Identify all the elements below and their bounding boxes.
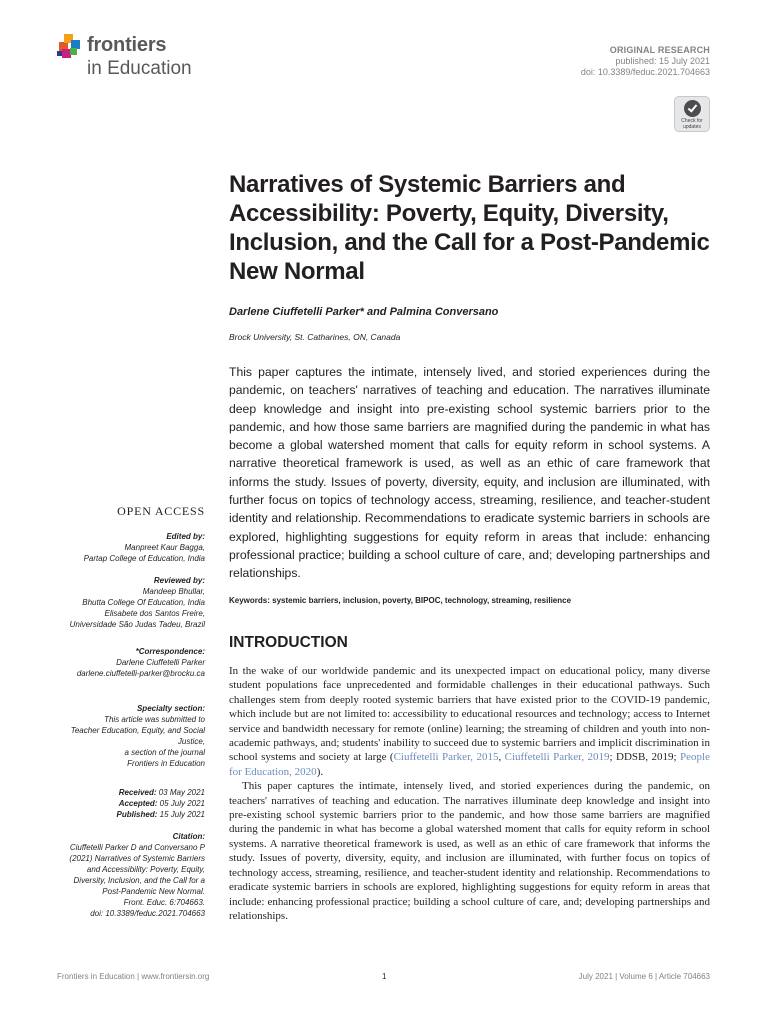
editor-affiliation: Partap College of Education, India: [83, 554, 205, 563]
separator: ; DDSB, 2019;: [609, 751, 681, 764]
specialty-line: Teacher Education, Equity, and Social: [70, 726, 205, 735]
published-date: published: 15 July 2021: [615, 56, 710, 66]
footer-issue-info: July 2021 | Volume 6 | Article 704663: [578, 972, 710, 981]
reviewer-affiliation: Bhutta College Of Education, India: [82, 598, 205, 607]
reviewed-by-heading: Reviewed by:: [153, 576, 205, 585]
specialty-line: Justice,: [177, 737, 205, 746]
page-number: 1: [382, 972, 387, 981]
check-icon: [684, 100, 701, 117]
reviewer-affiliation: Universidade São Judas Tadeu, Brazil: [69, 620, 205, 629]
journal-name-secondary: in Education: [87, 58, 192, 79]
citation-line: Post-Pandemic New Normal.: [102, 887, 205, 896]
correspondence-heading: *Correspondence:: [135, 647, 205, 656]
edited-by-heading: Edited by:: [166, 532, 205, 541]
section-heading-introduction: INTRODUCTION: [229, 634, 348, 651]
introduction-body: [229, 664, 710, 923]
citation-line: and Accessibility: Poverty, Equity,: [86, 865, 205, 874]
published-value: 15 July 2021: [159, 810, 205, 819]
separator: ,: [498, 751, 505, 764]
correspondence-email[interactable]: darlene.ciuffetelli-parker@brocku.ca: [76, 669, 205, 678]
reviewer-name: Mandeep Bhullar,: [142, 587, 205, 596]
specialty-heading: Specialty section:: [136, 704, 205, 713]
paragraph: This paper captures the intimate, intensely lived, and storied experiences during the pandemic, on teachers' narratives of teaching and education. The narratives illuminate deep knowledge and insight into pre-existing school systemic barriers prior to the pandemic, and how those same barriers are magnified during the pandemic in what has become a global watershed moment that calls for equity reform in school systems. A narrative theoretical framework is used, as well as an ethic of care framework that informs the study. Issues of poverty, diversity, equity, and inclusion are illuminated, with further focus on topics of technology access, streaming, resilience, and teacher-student identity and relationship. Recommendations to eradicate systemic barriers in schools are explored, highlighting suggestions for equity reform in areas that include: enhancing professional practice; building a school culture of care, and; developing partnerships and relationships.: [229, 780, 710, 922]
article-type: ORIGINAL RESEARCH: [609, 45, 710, 55]
specialty-line: Frontiers in Education: [127, 759, 205, 768]
doi-link[interactable]: doi: 10.3389/feduc.2021.704663: [580, 67, 710, 77]
specialty-section-block: [35, 703, 205, 769]
separator: ).: [316, 765, 324, 778]
specialty-line: a section of the journal: [124, 748, 205, 757]
edited-by-block: [35, 531, 205, 564]
citation-line: Diversity, Inclusion, and the Call for a: [73, 876, 205, 885]
received-heading: Received:: [118, 788, 157, 797]
paragraph: [229, 664, 710, 779]
citation-line: Front. Educ. 6:704663.: [123, 898, 205, 907]
reviewer-name: Elisabete dos Santos Freire,: [104, 609, 205, 618]
received-date: [35, 787, 205, 798]
accepted-heading: Accepted:: [118, 799, 158, 808]
citation-link[interactable]: People for Education, 2020: [229, 751, 710, 778]
citation-doi[interactable]: doi: 10.3389/feduc.2021.704663: [90, 909, 205, 918]
correspondence-name: Darlene Ciuffetelli Parker: [116, 658, 205, 667]
published-date-side: [35, 809, 205, 820]
journal-logo[interactable]: [57, 32, 207, 82]
accepted-date: [35, 798, 205, 809]
abstract: This paper captures the intimate, intensely lived, and storied experiences during the pandemic, on teachers' narratives of teaching and education. The narratives illuminate deep knowledge and insight into pre-existing school systemic barriers prior to the pandemic, and how those same barriers are magnified during the pandemic in what has become a global watershed moment that calls for equity reform in school systems. A narrative theoretical framework is used, as well as an ethic of care framework that informs the study. Issues of poverty, diversity, equity, and inclusion are illuminated, with further focus on topics of technology access, streaming, resilience, and teacher-student identity and relationship. Recommendations to eradicate systemic barriers in schools are explored, highlighting suggestions for equity reform in areas that include: enhancing professional practice; building a school culture of care, and; developing partnerships and relationships.: [229, 365, 710, 581]
citation-block: [35, 831, 205, 919]
journal-name-primary: frontiers: [87, 34, 167, 56]
received-value: 03 May 2021: [158, 788, 205, 797]
citation-line: (2021) Narratives of Systemic Barriers: [69, 854, 205, 863]
editor-name: Manpreet Kaur Bagga,: [124, 543, 205, 552]
check-for-updates-button[interactable]: [674, 96, 710, 132]
affiliation: Brock University, St. Catharines, ON, Canada: [229, 332, 401, 342]
check-for-updates-label: Check for updates: [681, 118, 703, 130]
frontiers-logo-icon: [57, 32, 83, 62]
citation-link[interactable]: Ciuffetelli Parker, 2015: [393, 751, 499, 764]
citation-line: Ciuffetelli Parker D and Conversano P: [69, 843, 205, 852]
citation-link[interactable]: Ciuffetelli Parker, 2019: [504, 751, 610, 764]
dates-block: [35, 787, 205, 820]
footer-journal-link[interactable]: Frontiers in Education | www.frontiersin.org: [57, 972, 210, 981]
article-title: Narratives of Systemic Barriers and Accessibility: Poverty, Equity, Diversity, Inclusion, and the Call for a Post-Pandemic New Normal: [229, 171, 710, 285]
specialty-line: This article was submitted to: [104, 715, 205, 724]
authors: Darlene Ciuffetelli Parker* and Palmina Conversano: [229, 306, 499, 318]
correspondence-block: [35, 646, 205, 679]
published-heading: Published:: [116, 810, 158, 819]
keywords: Keywords: systemic barriers, inclusion, poverty, BIPOC, technology, streaming, resilience: [229, 596, 572, 605]
paragraph-text: In the wake of our worldwide pandemic and its unexpected impact on educational policy, many diverse student populations face unprecedented and formidable challenges in their educational pathways. Such challenges stem from deeply rooted systemic barriers that have existed prior to the COVID-19 pandemic, which include but are not limited to: accessibility to educational resources and technology; access to Internet service and bandwidth necessary for remote (online) learning; the streaming of children and youth into non-academic pathways, and; students' inability to succeed due to systemic barriers and implicit discrimination in school systems and society at large (: [229, 665, 710, 764]
reviewed-by-block: [35, 575, 205, 630]
open-access-label: OPEN ACCESS: [117, 504, 205, 518]
article-meta-header: [581, 45, 710, 78]
accepted-value: 05 July 2021: [159, 799, 205, 808]
citation-heading: Citation:: [172, 832, 205, 841]
